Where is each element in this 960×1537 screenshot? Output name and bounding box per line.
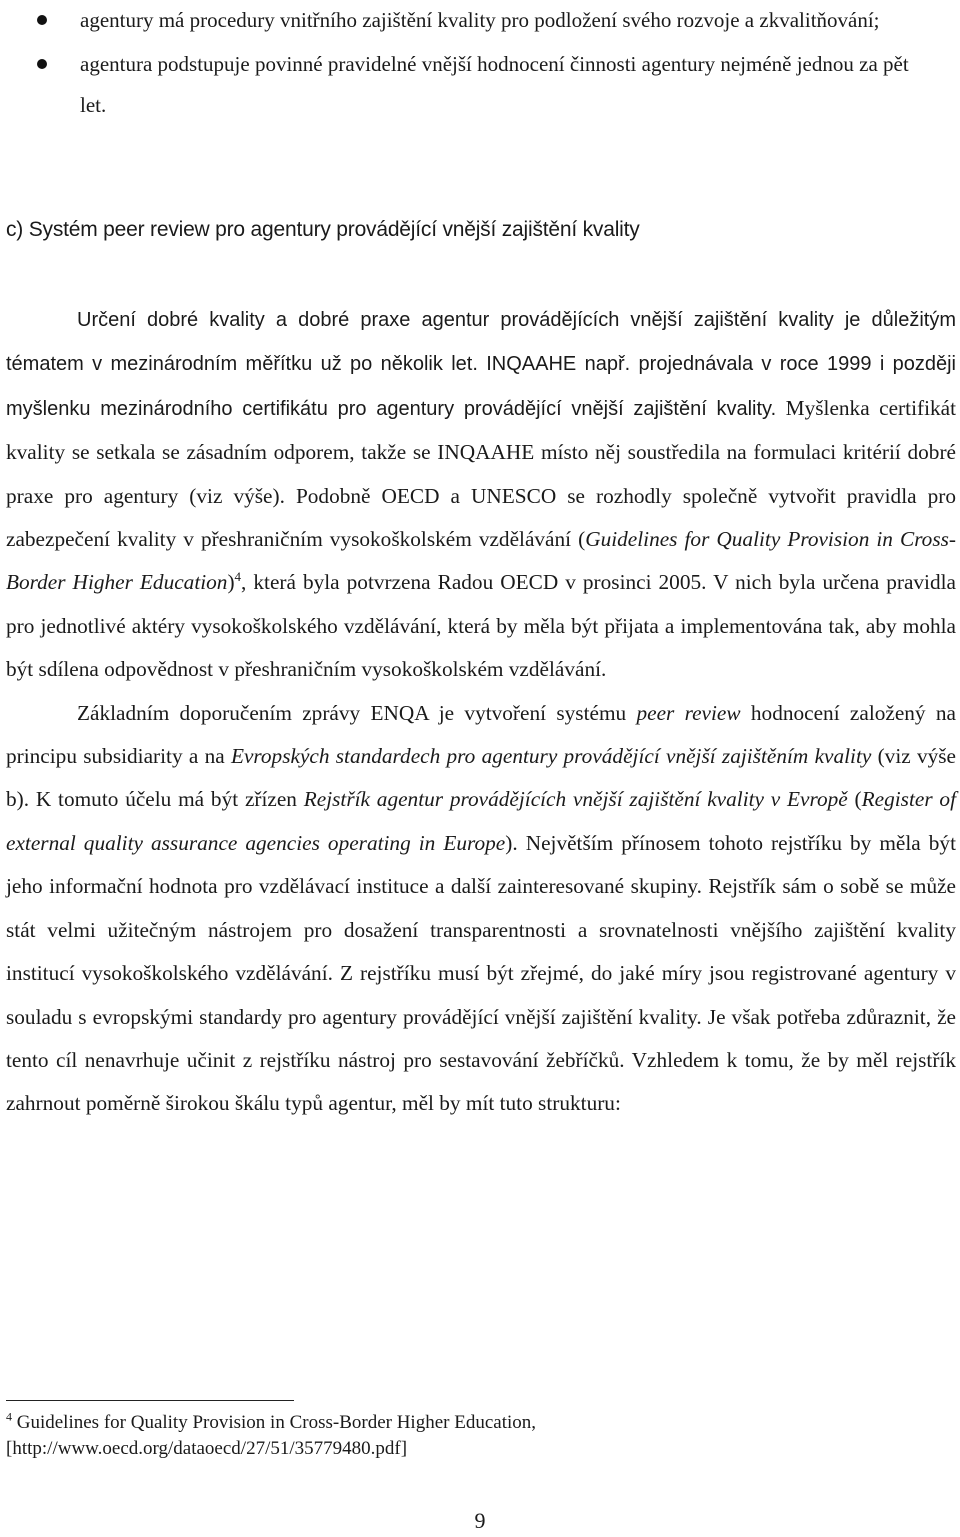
footnote-text: Guidelines for Quality Provision in Cross-Border Higher Education, [12,1412,537,1433]
page-number: 9 [474,1508,486,1533]
footnote-url: [http://www.oecd.org/dataoecd/27/51/35779480.pdf] [6,1438,408,1459]
body-text [6,298,956,1126]
bullet-item [0,0,960,41]
paragraph-2-text: Základním doporučením zprávy ENQA je vytvoření systému [77,700,637,725]
paragraph-1-title: Guidelines for Quality Provision in Cross-Border Higher Education [6,527,957,595]
bullet-text: agentury má procedury vnitřního zajištění kvality pro podložení svého rozvoje a zkvalitňování; [80,8,880,32]
section-heading: c) Systém peer review pro agentury provádějící vnější zajištění kvality [6,218,640,241]
paragraph-1-text: Myšlenka certifikát kvality se setkala se zásadním odporem, takže se INQAAHE místo něj soustředila na formulaci kritérií dobré praxe pro agentury (viz výše). Podobně OECD a UNESCO se rozhodly společně vytvořit pravidla pro zabezpečení kvality v přeshraničním vysokoškolském vzdělávání ( [6,395,957,552]
footnote-divider [6,1400,294,1401]
paragraph-2-italic: Register of external quality assurance agencies operating in Europe [6,787,956,855]
paragraph-1 [6,298,956,692]
paragraph-2-text: hodnocení založený na principu subsidiarity a na [6,700,956,769]
footnote-line [6,1410,946,1436]
paragraph-2-text: ). Největším přínosem tohoto rejstříku by měla být jeho informační hodnota pro vzdělávací instituce a další zainteresované skupiny. Rejstřík sám o sobě se může stát velmi užitečným nástrojem pro dosažení transparentnosti a srovnatelnosti vnějšího zajištění kvality institucí vysokoškolského vzdělávání. Z rejstříku musí být zřejmé, do jaké míry jsou registrované agentury v souladu s evropskými standardy pro agentury provádějící vnější zajištění kvality. Je však potřeba zdůraznit, že tento cíl nenavrhuje učinit z rejstříku nástroj pro sestavování žebříčků. Vzhledem k tomu, že by měl rejstřík zahrnout poměrně širokou škálu typů agentur, měl by mít tuto strukturu: [6,830,956,1116]
footnote-number: 4 [6,1409,12,1424]
paragraph-2-text: ( [847,787,862,812]
paragraph-2-italic: Evropských standardech pro agentury provádějící vnější zajištěním kvality [230,744,872,769]
paragraph-2 [6,692,956,1126]
bullet-list [0,0,960,126]
bullet-item [0,44,960,126]
paragraph-2-italic: peer review [636,700,741,725]
bullet-dot-icon [37,15,47,25]
footnote-reference: 4 [234,569,242,585]
footnote [6,1410,946,1462]
paragraph-1-text: , která byla potvrzena Radou OECD v prosinci 2005. V nich byla určena pravidla pro jednotlivé aktéry vysokoškolského vzdělávání, která by měla být přijata a implementována tak, aby mohla být sdílena odpovědnost v přeshraničním vysokoškolském vzdělávání. [6,570,956,682]
paragraph-1-sans-text: Určení dobré kvality a dobré praxe agentur provádějících vnější zajištění kvality je důležitým tématem v mezinárodním měřítku už po několik let. INQAAHE např. projednávala v roce 1999 i později myšlenku mezinárodního certifikátu pro agentury provádějící vnější zajištění kvality. [6,309,956,420]
bullet-text: agentura podstupuje povinné pravidelné vnější hodnocení činnosti agentury nejméně jednou za pět let. [80,52,909,117]
paragraph-2-italic: Rejstřík agentur provádějících vnější zajištění kvality v Evropě [303,787,848,812]
bullet-dot-icon [37,59,47,69]
paragraph-1-text: ) [227,570,235,595]
paragraph-2-text: (viz výše b). K tomuto účelu má být zřízen [6,744,956,812]
